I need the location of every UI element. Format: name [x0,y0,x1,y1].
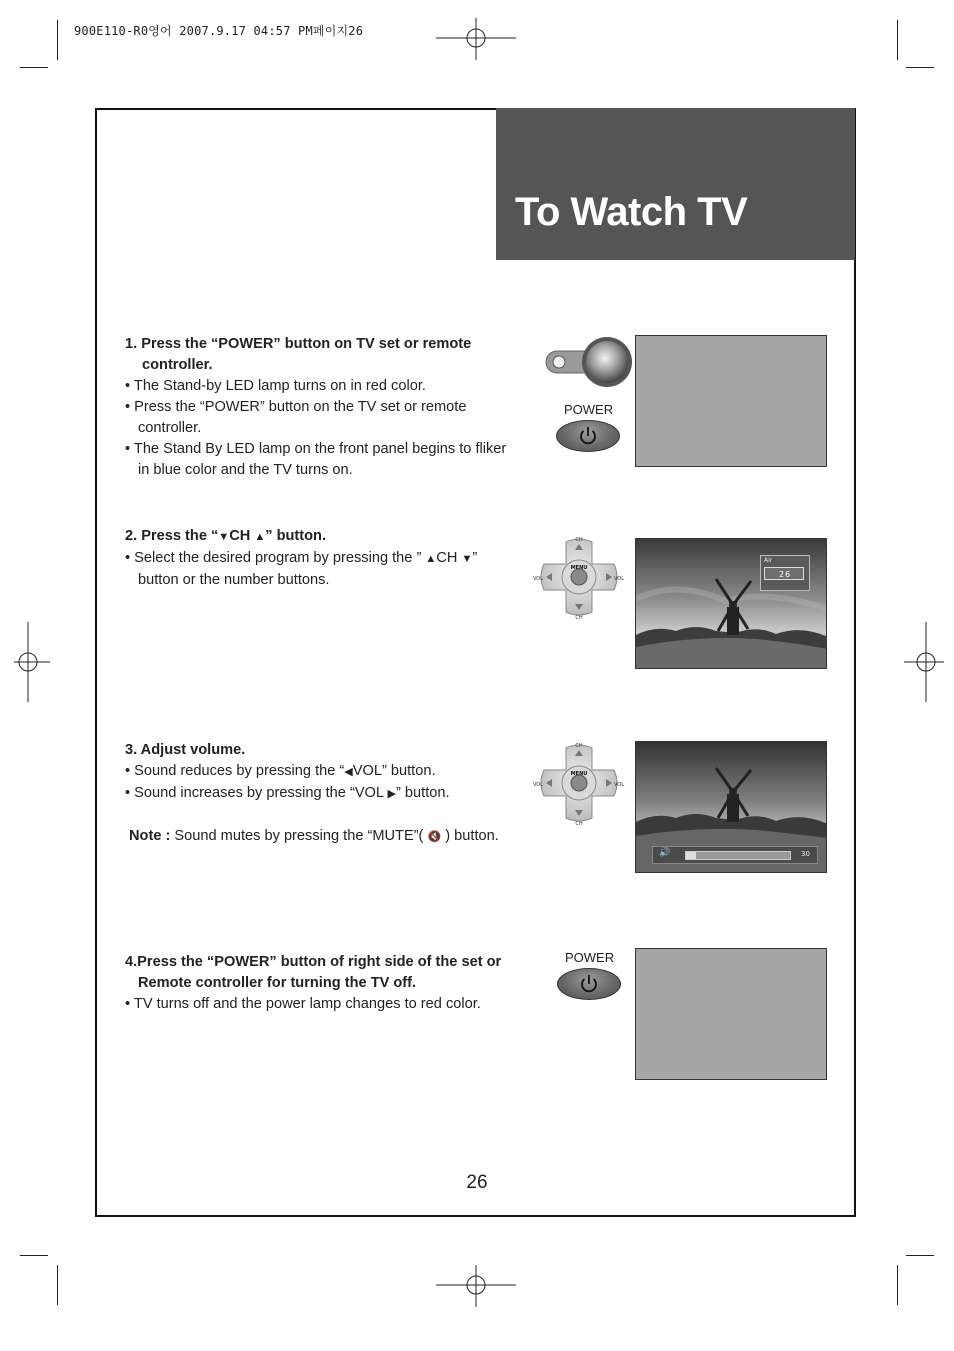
right-arrow-icon: ▶ [387,788,397,800]
svg-text:CH: CH [575,537,583,543]
volume-osd [652,846,818,864]
tv-screen-off [635,948,827,1080]
volume-value: 30 [801,850,810,858]
section-1-heading: 1. Press the “POWER” button on TV set or remote [125,336,472,352]
power-label: POWER [565,950,615,965]
up-arrow-icon: ▲ [254,531,266,543]
svg-text:VOL: VOL [613,782,625,788]
svg-text:MENU: MENU [570,565,588,571]
power-led-knob-illustration [544,336,636,392]
page-title: To Watch TV [515,190,748,234]
mute-icon: 🔇 [427,831,442,843]
section-4-heading-cont: Remote controller for turning the TV off. [138,975,417,991]
speaker-icon: 🔊 [659,848,671,858]
registration-mark-top [436,18,516,60]
section-3 [125,740,525,848]
section-1-bullet: • The Stand By LED lamp on the front panel begins to fliker [125,441,507,457]
registration-mark-right [904,622,944,702]
section-2 [125,526,525,591]
section-3-heading: 3. Adjust volume. [125,742,246,758]
svg-text:MENU: MENU [570,771,588,777]
power-label: POWER [564,402,614,417]
section-3-bullet: • Sound increases by pressing the “VOL ▶” button. [125,785,450,801]
up-arrow-icon: ▲ [425,553,437,565]
channel-osd-label: Air [764,557,773,564]
print-header: 900E110-R0영어 2007.9.17 04:57 PM페이지26 [74,24,364,38]
svg-text:VOL: VOL [532,782,544,788]
section-1-bullet-cont: controller. [138,420,202,436]
section-2-heading: 2. Press the “▼CH ▲” button. [125,528,327,544]
tv-screen-off [635,335,827,467]
down-arrow-icon: ▼ [461,553,473,565]
left-arrow-icon: ◀ [344,766,353,778]
section-4-heading: 4.Press the “POWER” button of right side of the set or [125,954,502,970]
power-button [556,420,620,452]
section-3-bullet: • Sound reduces by pressing the “◀VOL” button. [125,763,436,779]
svg-text:CH: CH [575,743,583,749]
section-1-bullet: • The Stand-by LED lamp turns on in red color. [125,378,426,394]
channel-osd-number: 26 [764,567,804,580]
remote-dpad-illustration [532,536,626,622]
section-2-bullet: • Select the desired program by pressing the ” ▲CH ▼” [125,550,478,566]
tv-screen-volume [635,741,827,873]
section-3-note: Note : Sound mutes by pressing the “MUTE”( 🔇 ) button. [129,828,499,844]
title-banner [496,108,855,260]
remote-dpad-illustration [532,742,626,828]
channel-osd [760,555,810,591]
registration-mark-bottom [436,1265,516,1307]
section-4 [125,952,525,1015]
svg-text:CH: CH [575,615,583,621]
svg-text:CH: CH [575,821,583,827]
volume-bar-fill [686,852,696,859]
section-2-bullet-cont: button or the number buttons. [138,572,330,588]
section-1 [125,334,525,481]
section-1-bullet-cont: in blue color and the TV turns on. [138,462,353,478]
registration-mark-left [14,622,50,702]
section-4-bullet: • TV turns off and the power lamp changes to red color. [125,996,481,1012]
svg-text:VOL: VOL [532,576,544,582]
power-button [557,968,621,1000]
volume-bar-track [685,851,791,860]
svg-text:VOL: VOL [613,576,625,582]
power-icon [558,969,620,999]
section-1-bullet: • Press the “POWER” button on the TV set or remote [125,399,467,415]
page-number: 26 [466,1172,488,1193]
power-icon [557,421,619,451]
tv-screen-channel [635,538,827,669]
down-arrow-icon: ▼ [218,531,230,543]
section-1-heading-cont: controller. [142,357,213,373]
